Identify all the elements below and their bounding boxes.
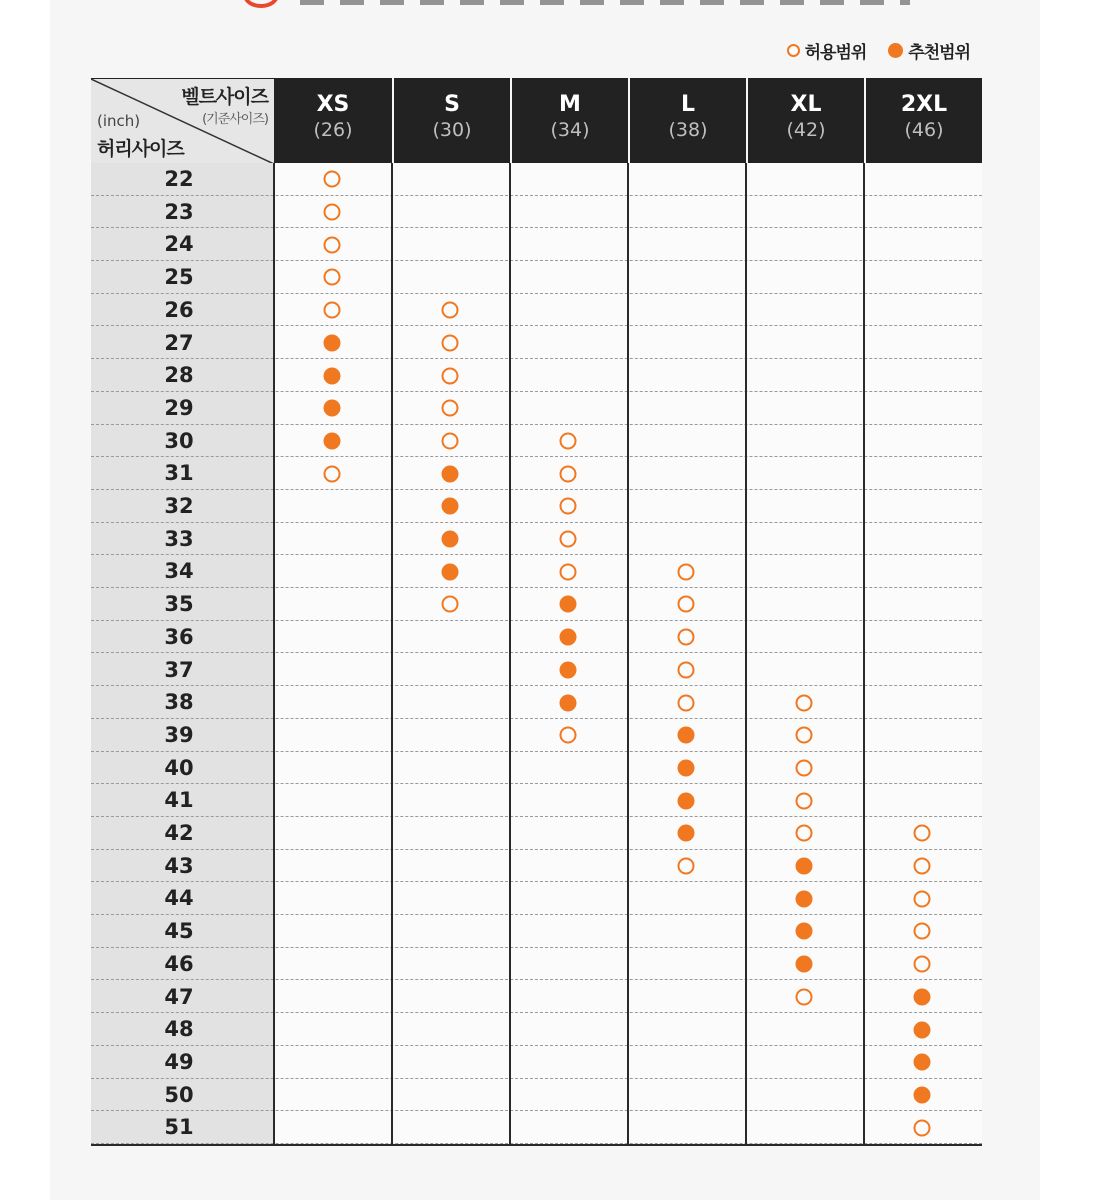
- recommended-mark-icon: [442, 465, 459, 482]
- waist-size-label: 33: [164, 526, 194, 551]
- table-row: [91, 948, 982, 981]
- recommended-mark-icon: [678, 727, 695, 744]
- table-row: [91, 490, 982, 523]
- size-table: [91, 78, 982, 1145]
- column-size: 2XL: [900, 92, 948, 117]
- waist-size-label: 31: [164, 461, 194, 486]
- table-row: [91, 392, 982, 425]
- recommended-mark-icon: [560, 694, 577, 711]
- recommended-mark-icon: [796, 890, 813, 907]
- brand-logo-icon: [243, 0, 279, 8]
- column-header: [274, 78, 392, 163]
- recommended-mark-icon: [796, 923, 813, 940]
- recommended-mark-icon: [678, 792, 695, 809]
- size-header-row: [274, 78, 982, 163]
- waist-size-label: 48: [164, 1017, 194, 1042]
- table-row: [91, 294, 982, 327]
- column-header: [746, 78, 864, 163]
- table-row: [91, 752, 982, 785]
- waist-size-label: 50: [164, 1082, 194, 1107]
- allowed-mark-icon: [678, 661, 695, 678]
- recommended-mark-icon: [560, 629, 577, 646]
- table-row: [91, 1111, 982, 1144]
- table-row: [91, 850, 982, 883]
- allowed-mark-icon: [914, 890, 931, 907]
- allowed-mark-icon: [442, 596, 459, 613]
- recommended-mark-icon: [678, 759, 695, 776]
- table-row: [91, 1013, 982, 1046]
- unit-label: (inch): [97, 112, 141, 130]
- waist-size-label: 30: [164, 428, 194, 453]
- table-row: [91, 882, 982, 915]
- recommended-mark-icon: [914, 988, 931, 1005]
- column-size: S: [444, 92, 460, 117]
- recommended-mark-icon: [442, 498, 459, 515]
- allowed-mark-icon: [324, 302, 341, 319]
- recommended-mark-icon: [324, 400, 341, 417]
- allowed-mark-icon: [678, 629, 695, 646]
- table-row: [91, 425, 982, 458]
- allowed-mark-icon: [678, 563, 695, 580]
- waist-size-label: 27: [164, 330, 194, 355]
- legend-recommended: [888, 38, 970, 63]
- column-header: [392, 78, 510, 163]
- column-divider: [391, 163, 393, 1145]
- allowed-mark-icon: [914, 956, 931, 973]
- column-belt: (26): [313, 119, 353, 141]
- column-size: M: [559, 92, 581, 117]
- waist-size-label: 45: [164, 919, 194, 944]
- waist-size-label: 39: [164, 722, 194, 747]
- table-row: [91, 588, 982, 621]
- cropped-heading-strip: [300, 0, 910, 5]
- table-row: [91, 523, 982, 556]
- table-row: [91, 1046, 982, 1079]
- allowed-mark-icon: [442, 334, 459, 351]
- allowed-mark-icon: [560, 498, 577, 515]
- column-divider: [273, 163, 275, 1145]
- column-size: XS: [316, 92, 350, 117]
- waist-size-label: 37: [164, 657, 194, 682]
- legend-recommended-label: 추천범위: [908, 42, 970, 63]
- waist-size-label: 46: [164, 951, 194, 976]
- waist-size-label: 51: [164, 1115, 194, 1140]
- allowed-mark-icon: [324, 236, 341, 253]
- allowed-mark-icon: [324, 269, 341, 286]
- waist-size-label: 38: [164, 690, 194, 715]
- waist-size-label: 25: [164, 265, 194, 290]
- allowed-mark-icon: [560, 465, 577, 482]
- allowed-mark-icon: [442, 400, 459, 417]
- open-circle-icon: [787, 44, 800, 57]
- allowed-mark-icon: [560, 727, 577, 744]
- waist-size-label: 32: [164, 494, 194, 518]
- allowed-mark-icon: [914, 923, 931, 940]
- allowed-mark-icon: [560, 531, 577, 548]
- column-header: [628, 78, 746, 163]
- belt-size-heading: 벨트사이즈: [181, 86, 268, 108]
- allowed-mark-icon: [560, 563, 577, 580]
- waist-size-label: 42: [164, 821, 194, 845]
- column-divider: [627, 163, 629, 1145]
- column-belt: (46): [904, 119, 944, 141]
- recommended-mark-icon: [442, 563, 459, 580]
- column-size: L: [680, 92, 696, 117]
- allowed-mark-icon: [796, 759, 813, 776]
- legend: [787, 38, 970, 62]
- allowed-mark-icon: [678, 694, 695, 711]
- allowed-mark-icon: [796, 988, 813, 1005]
- column-belt: (34): [550, 119, 590, 141]
- recommended-mark-icon: [324, 367, 341, 384]
- recommended-mark-icon: [442, 531, 459, 548]
- table-row: [91, 359, 982, 392]
- column-header: [864, 78, 982, 163]
- waist-size-label: 43: [164, 853, 194, 878]
- waist-size-heading: 허리사이즈: [97, 138, 184, 160]
- allowed-mark-icon: [560, 432, 577, 449]
- waist-size-label: 49: [164, 1049, 194, 1074]
- waist-size-label: 40: [164, 755, 194, 780]
- waist-size-label: 34: [164, 559, 194, 584]
- recommended-mark-icon: [324, 334, 341, 351]
- column-divider: [745, 163, 747, 1145]
- column-header: [510, 78, 628, 163]
- allowed-mark-icon: [796, 825, 813, 842]
- allowed-mark-icon: [442, 432, 459, 449]
- legend-allowed: [787, 38, 867, 63]
- column-belt: (38): [668, 119, 708, 141]
- column-belt: (30): [432, 119, 472, 141]
- recommended-mark-icon: [796, 956, 813, 973]
- table-row: [91, 555, 982, 588]
- allowed-mark-icon: [324, 465, 341, 482]
- allowed-mark-icon: [442, 367, 459, 384]
- allowed-mark-icon: [796, 792, 813, 809]
- table-row: [91, 261, 982, 294]
- allowed-mark-icon: [914, 858, 931, 875]
- table-row: [91, 163, 982, 196]
- recommended-mark-icon: [914, 1086, 931, 1103]
- recommended-mark-icon: [678, 825, 695, 842]
- waist-size-label: 22: [164, 167, 194, 191]
- allowed-mark-icon: [678, 858, 695, 875]
- table-row: [91, 327, 982, 360]
- column-divider: [863, 163, 865, 1145]
- table-row: [91, 915, 982, 948]
- allowed-mark-icon: [914, 1119, 931, 1136]
- waist-size-label: 47: [164, 984, 194, 1009]
- recommended-mark-icon: [914, 1054, 931, 1071]
- table-row: [91, 621, 982, 654]
- waist-size-label: 36: [164, 624, 194, 649]
- reference-size-heading: (기준사이즈): [202, 112, 268, 127]
- table-row: [91, 784, 982, 817]
- waist-size-label: 29: [164, 395, 194, 420]
- table-row: [91, 981, 982, 1014]
- allowed-mark-icon: [324, 171, 341, 188]
- table-row: [91, 817, 982, 850]
- table-row: [91, 719, 982, 752]
- column-divider: [509, 163, 511, 1145]
- waist-size-label: 24: [164, 232, 194, 257]
- waist-size-label: 41: [164, 788, 194, 813]
- table-row: [91, 196, 982, 229]
- recommended-mark-icon: [560, 661, 577, 678]
- waist-size-label: 26: [164, 297, 194, 322]
- recommended-mark-icon: [324, 432, 341, 449]
- table-bottom-border: [91, 1144, 982, 1146]
- allowed-mark-icon: [442, 302, 459, 319]
- table-row: [91, 1079, 982, 1112]
- allowed-mark-icon: [914, 825, 931, 842]
- waist-size-label: 28: [164, 363, 194, 388]
- waist-size-label: 44: [164, 886, 194, 911]
- filled-circle-icon: [888, 43, 903, 58]
- table-row: [91, 654, 982, 687]
- waist-size-label: 23: [164, 199, 194, 224]
- table-row: [91, 457, 982, 490]
- legend-allowed-label: 허용범위: [804, 42, 867, 63]
- allowed-mark-icon: [324, 204, 341, 221]
- table-corner-header: [91, 78, 274, 164]
- waist-size-label: 35: [164, 592, 194, 617]
- table-row: [91, 686, 982, 719]
- recommended-mark-icon: [914, 1021, 931, 1038]
- allowed-mark-icon: [678, 596, 695, 613]
- allowed-mark-icon: [796, 727, 813, 744]
- column-size: XL: [790, 92, 822, 117]
- allowed-mark-icon: [796, 694, 813, 711]
- table-row: [91, 228, 982, 261]
- column-belt: (42): [786, 119, 826, 141]
- recommended-mark-icon: [560, 596, 577, 613]
- recommended-mark-icon: [796, 858, 813, 875]
